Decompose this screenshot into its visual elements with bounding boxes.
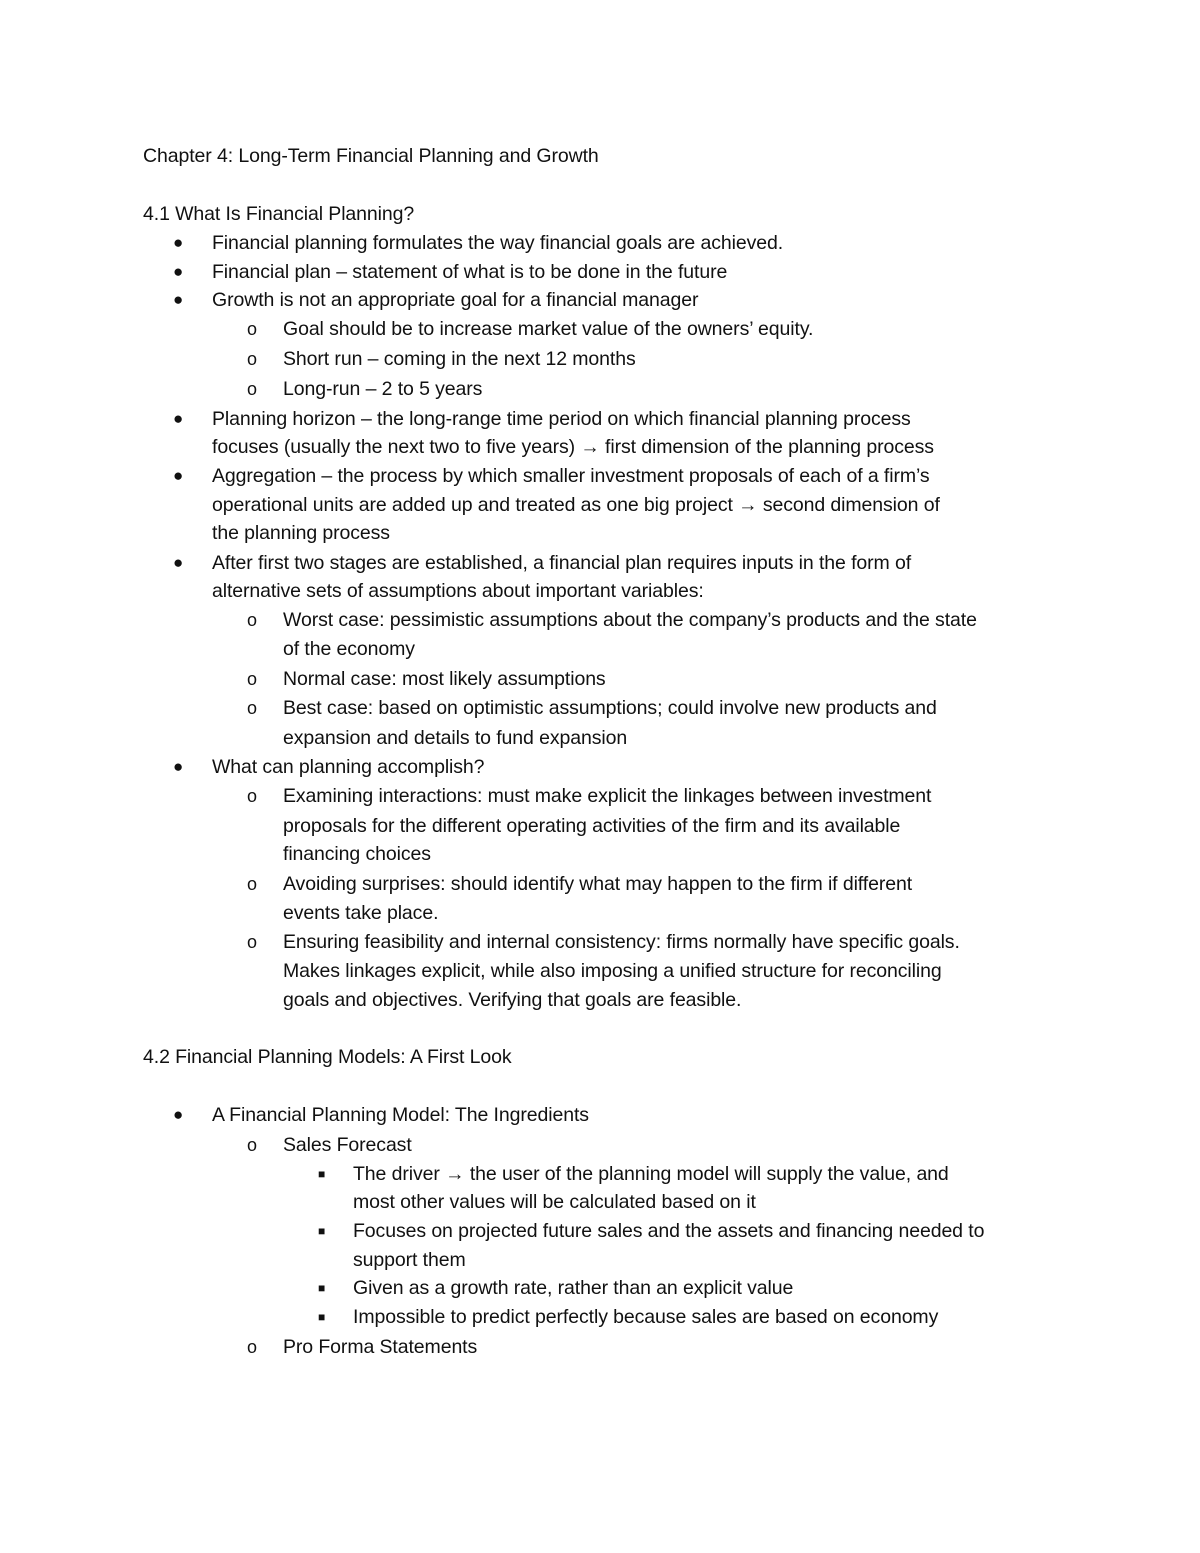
sub-bullet-marker: o xyxy=(247,1135,257,1155)
sub-bullet-marker: o xyxy=(247,610,257,630)
list-item: Planning horizon – the long-range time period on which financial planning process xyxy=(212,408,911,430)
sub-list-item: Goal should be to increase market value of the owners’ equity. xyxy=(283,318,814,340)
list-item: Aggregation – the process by which smaller investment proposals of each of a firm’s xyxy=(212,465,930,487)
list-item-continuation: the planning process xyxy=(212,522,390,544)
bullet-marker: ● xyxy=(173,233,184,252)
list-item: Financial plan – statement of what is to be done in the future xyxy=(212,261,728,283)
sub-list-item-continuation: Makes linkages explicit, while also imposing a unified structure for reconciling xyxy=(283,960,942,982)
sub-list-item: Long-run – 2 to 5 years xyxy=(283,378,483,400)
sub-bullet-marker: o xyxy=(247,349,257,369)
square-bullet-marker: ■ xyxy=(318,1310,326,1324)
sub-bullet-marker: o xyxy=(247,786,257,806)
sub-sub-list-item-continuation: support them xyxy=(353,1249,466,1271)
sub-list-item: Ensuring feasibility and internal consistency: firms normally have specific goals. xyxy=(283,931,960,953)
list-item: Growth is not an appropriate goal for a financial manager xyxy=(212,289,699,311)
sub-bullet-marker: o xyxy=(247,874,257,894)
list-item: After first two stages are established, a financial plan requires inputs in the form of xyxy=(212,552,912,574)
sub-sub-list-item: The driver → the user of the planning model will supply the value, and xyxy=(353,1163,949,1185)
section-heading-4-2: 4.2 Financial Planning Models: A First Look xyxy=(143,1046,512,1068)
bullet-marker: ● xyxy=(173,262,184,281)
bullet-marker: ● xyxy=(173,1105,184,1124)
list-item-continuation: alternative sets of assumptions about important variables: xyxy=(212,580,704,602)
list-item-continuation: operational units are added up and treated as one big project → second dimension of xyxy=(212,494,940,516)
sub-bullet-marker: o xyxy=(247,698,257,718)
square-bullet-marker: ■ xyxy=(318,1224,326,1238)
list-item: A Financial Planning Model: The Ingredients xyxy=(212,1104,589,1126)
sub-list-item-continuation: proposals for the different operating activities of the firm and its available xyxy=(283,815,901,837)
sub-sub-list-item: Given as a growth rate, rather than an explicit value xyxy=(353,1277,794,1299)
sub-list-item: Avoiding surprises: should identify what may happen to the firm if different xyxy=(283,873,913,895)
section-heading-4-1: 4.1 What Is Financial Planning? xyxy=(143,203,415,225)
sub-list-item-continuation: goals and objectives. Verifying that goals are feasible. xyxy=(283,989,742,1011)
sub-list-item-continuation: expansion and details to fund expansion xyxy=(283,727,628,749)
sub-list-item: Worst case: pessimistic assumptions about the company’s products and the state xyxy=(283,609,977,631)
list-item-continuation: focuses (usually the next two to five years) → first dimension of the planning process xyxy=(212,436,934,458)
bullet-marker: ● xyxy=(173,466,184,485)
sub-sub-list-item: Focuses on projected future sales and the assets and financing needed to xyxy=(353,1220,985,1242)
sub-bullet-marker: o xyxy=(247,932,257,952)
list-item: What can planning accomplish? xyxy=(212,756,485,778)
bullet-marker: ● xyxy=(173,757,184,776)
sub-list-item: Pro Forma Statements xyxy=(283,1336,478,1358)
bullet-marker: ● xyxy=(173,290,184,309)
sub-bullet-marker: o xyxy=(247,379,257,399)
square-bullet-marker: ■ xyxy=(318,1281,326,1295)
sub-list-item: Examining interactions: must make explicit the linkages between investment xyxy=(283,785,932,807)
square-bullet-marker: ■ xyxy=(318,1167,326,1181)
sub-sub-list-item-continuation: most other values will be calculated based on it xyxy=(353,1191,756,1213)
sub-list-item: Best case: based on optimistic assumptions; could involve new products and xyxy=(283,697,937,719)
sub-bullet-marker: o xyxy=(247,669,257,689)
sub-bullet-marker: o xyxy=(247,319,257,339)
sub-list-item-continuation: events take place. xyxy=(283,902,439,924)
sub-bullet-marker: o xyxy=(247,1337,257,1357)
sub-list-item-continuation: financing choices xyxy=(283,843,431,865)
sub-list-item: Normal case: most likely assumptions xyxy=(283,668,606,690)
chapter-title: Chapter 4: Long-Term Financial Planning and Growth xyxy=(143,145,599,167)
sub-list-item: Sales Forecast xyxy=(283,1134,412,1156)
bullet-marker: ● xyxy=(173,409,184,428)
sub-list-item-continuation: of the economy xyxy=(283,638,415,660)
sub-list-item: Short run – coming in the next 12 months xyxy=(283,348,636,370)
list-item: Financial planning formulates the way financial goals are achieved. xyxy=(212,232,784,254)
sub-sub-list-item: Impossible to predict perfectly because sales are based on economy xyxy=(353,1306,939,1328)
bullet-marker: ● xyxy=(173,553,184,572)
